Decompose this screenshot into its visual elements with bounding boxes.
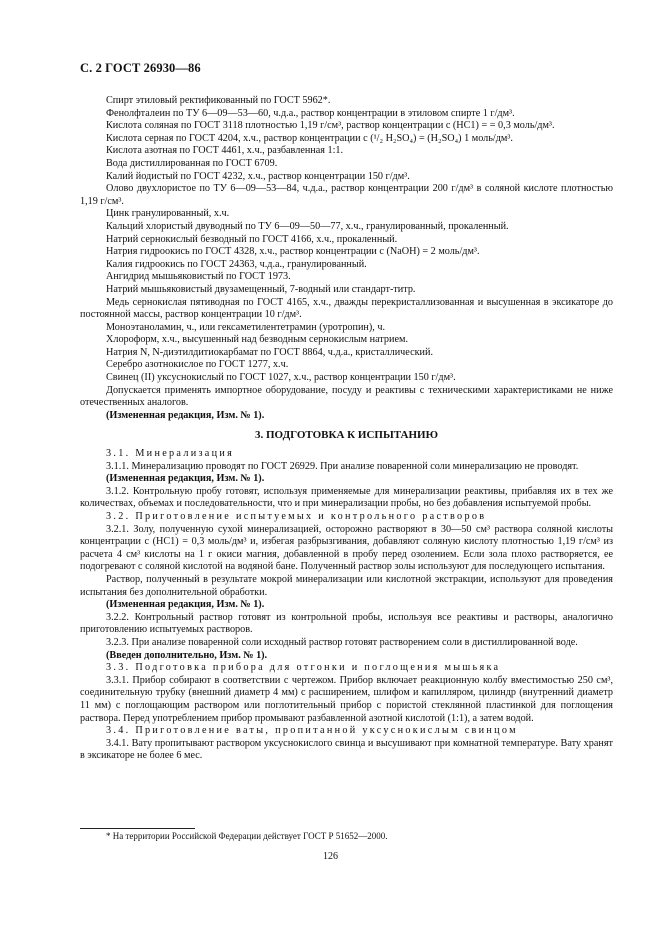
- section-heading: 3. ПОДГОТОВКА К ИСПЫТАНИЮ: [255, 429, 438, 442]
- paragraph: 3.2.3. При анализе поваренной соли исходный раствор готовят растворением соли в дистиллированной воде.: [106, 636, 578, 648]
- reagent-item: Кислота соляная по ГОСТ 3118 плотностью 1,19 г/см³, раствор концентрации с (НС1) = = 0,3 моль/дм³.: [106, 120, 555, 132]
- reagent-list: [80, 95, 613, 422]
- reagent-item: Натрий мышьяковистый двузамещенный, 7-водный или стандарт-титр.: [106, 283, 416, 295]
- paragraph: 3.4.1. Вату пропитывают раствором уксуснокислого свинца и высушивают при комнатной температуре. Вату хранят в эксикаторе не более 6 мес.: [80, 737, 613, 762]
- paragraph: 3.2.1. Золу, полученную сухой минерализацией, осторожно растворяют в 30—50 см³ раствора соляной кислоты концентрации с (НС1) = 0,3 моль/дм³ и, избегая разбрызгивания, добавляют соляную кислоту плотностью 1,19 г/см³ из расчета 4 см³ кислоты на 1 г окиси магния, добавленной в пробу перед озолением. Если зола плохо растворяется, ее подогревают с соляной кислотой на водяной бане. Полученный раствор золы используют для последующего испытания.: [80, 523, 613, 573]
- paragraph: 3.2.2. Контрольный раствор готовят из контрольной пробы, используя все реактивы и растворы, аналогично приготовлению испытуемых растворов.: [80, 611, 613, 636]
- subsection-title: 3.2. Приготовление испытуемых и контрольного растворов: [106, 511, 487, 522]
- subsection-title: 3.4. Приготовление ваты, пропитанной уксуснокислым свинцом: [106, 725, 518, 737]
- reagent-item: Кальций хлористый двуводный по ТУ 6—09—50—77, х.ч., гранулированный, прокаленный.: [106, 220, 509, 232]
- footnote-divider: [80, 828, 195, 829]
- reagent-item: Свинец (II) уксуснокислый по ГОСТ 1027, х.ч., раствор концентрации 150 г/дм³.: [106, 372, 456, 384]
- reagent-item: Медь сернокислая пятиводная по ГОСТ 4165, х.ч., дважды перекристаллизованная и высушенная в эксикаторе до постоянной массы, раствор концентрации 10 г/дм³.: [80, 296, 613, 321]
- reagent-item: Натрия гидроокись по ГОСТ 4328, х.ч., раствор концентрации с (NaOH) = 2 моль/дм³.: [106, 246, 480, 258]
- reagent-item: Ангидрид мышьяковистый по ГОСТ 1973.: [106, 271, 291, 283]
- reagent-item: Калия гидроокись по ГОСТ 24363, ч.д.а., гранулированный.: [106, 258, 367, 270]
- paragraph: 3.3.1. Прибор собирают в соответствии с чертежом. Прибор включает реакционную колбу вместимостью 250 см³, соединительную трубку (внешний диаметр 4 мм) с расширением, шлифом и капилляром, цилиндр (внутренний диаметр 11 мм) с поглощающим раствором или поглотительный прибор с пористой стеклянной пластинкой для поглощения раствора. Перед употреблением прибор промывают разбавленной азотной кислотой (1:1), а затем водой.: [80, 674, 613, 724]
- reagent-item: Фенолфталеин по ТУ 6—09—53—60, ч.д.а., раствор концентрации в этиловом спирте 1 г/дм³.: [106, 107, 515, 119]
- reagent-item: Кислота серная по ГОСТ 4204, х.ч., раствор концентрации с (¹/₂ H₂SO₄) = (H₂SO₄) 1 моль/дм³.: [106, 132, 513, 144]
- subsection-title: 3.1. Минерализация: [106, 448, 235, 460]
- footnote: * На территории Российской Федерации действует ГОСТ Р 51652—2000.: [106, 831, 388, 841]
- subsection-title: 3.3. Подготовка прибора для отгонки и поглощения мышьяка: [106, 662, 501, 674]
- reagent-item: Серебро азотнокислое по ГОСТ 1277, х.ч.: [106, 359, 289, 371]
- page-number: 126: [323, 851, 338, 862]
- reagent-item: Допускается применять импортное оборудование, посуду и реактивы с техническими характеристиками не ниже отечественных аналогов.: [80, 384, 613, 409]
- change-note: (Измененная редакция, Изм. № 1).: [106, 409, 265, 421]
- paragraph: Раствор, полученный в результате мокрой минерализации или кислотной экстракции, используют для проведения испытания без дополнительной обработки.: [80, 573, 613, 598]
- reagent-item: Хлороформ, х.ч., высушенный над безводным сернокислым натрием.: [106, 334, 408, 346]
- paragraph: 3.1.2. Контрольную пробу готовят, используя применяемые для минерализации реактивы, прибавляя их в тех же количествах, объемах и последовательности, что и при минерализации пробы, но без добавления испытуемой пробы.: [80, 485, 613, 510]
- change-note: (Измененная редакция, Изм. № 1).: [106, 473, 265, 485]
- page-header: С. 2 ГОСТ 26930—86: [80, 61, 201, 75]
- reagent-item: Калий йодистый по ГОСТ 4232, х.ч., раствор концентрации 150 г/дм³.: [106, 170, 410, 182]
- reagent-item: Вода дистиллированная по ГОСТ 6709.: [106, 157, 278, 169]
- document-body: [80, 95, 613, 763]
- paragraph: 3.1.1. Минерализацию проводят по ГОСТ 26929. При анализе поваренной соли минерализацию не проводят.: [106, 460, 579, 472]
- reagent-item: Натрий сернокислый безводный по ГОСТ 4166, х.ч., прокаленный.: [106, 233, 398, 245]
- change-note: (Измененная редакция, Изм. № 1).: [106, 599, 265, 611]
- reagent-item: Натрия N, N-диэтилдитиокарбамат по ГОСТ 8864, ч.д.а., кристаллический.: [106, 346, 433, 358]
- reagent-item: Олово двухлористое по ТУ 6—09—53—84, ч.д.а., раствор концентрации 200 г/дм³ в соляной кислоте плотностью 1,19 г/см³.: [80, 183, 613, 207]
- reagent-item: Спирт этиловый ректификованный по ГОСТ 5962*.: [106, 95, 331, 106]
- change-note: (Введен дополнительно, Изм. № 1).: [106, 649, 268, 661]
- reagent-item: Кислота азотная по ГОСТ 4461, х.ч., разбавленная 1:1.: [106, 145, 344, 157]
- reagent-item: Моноэтаноламин, ч., или гексаметилентетрамин (уротропин), ч.: [106, 321, 386, 333]
- reagent-item: Цинк гранулированный, х.ч.: [106, 208, 230, 220]
